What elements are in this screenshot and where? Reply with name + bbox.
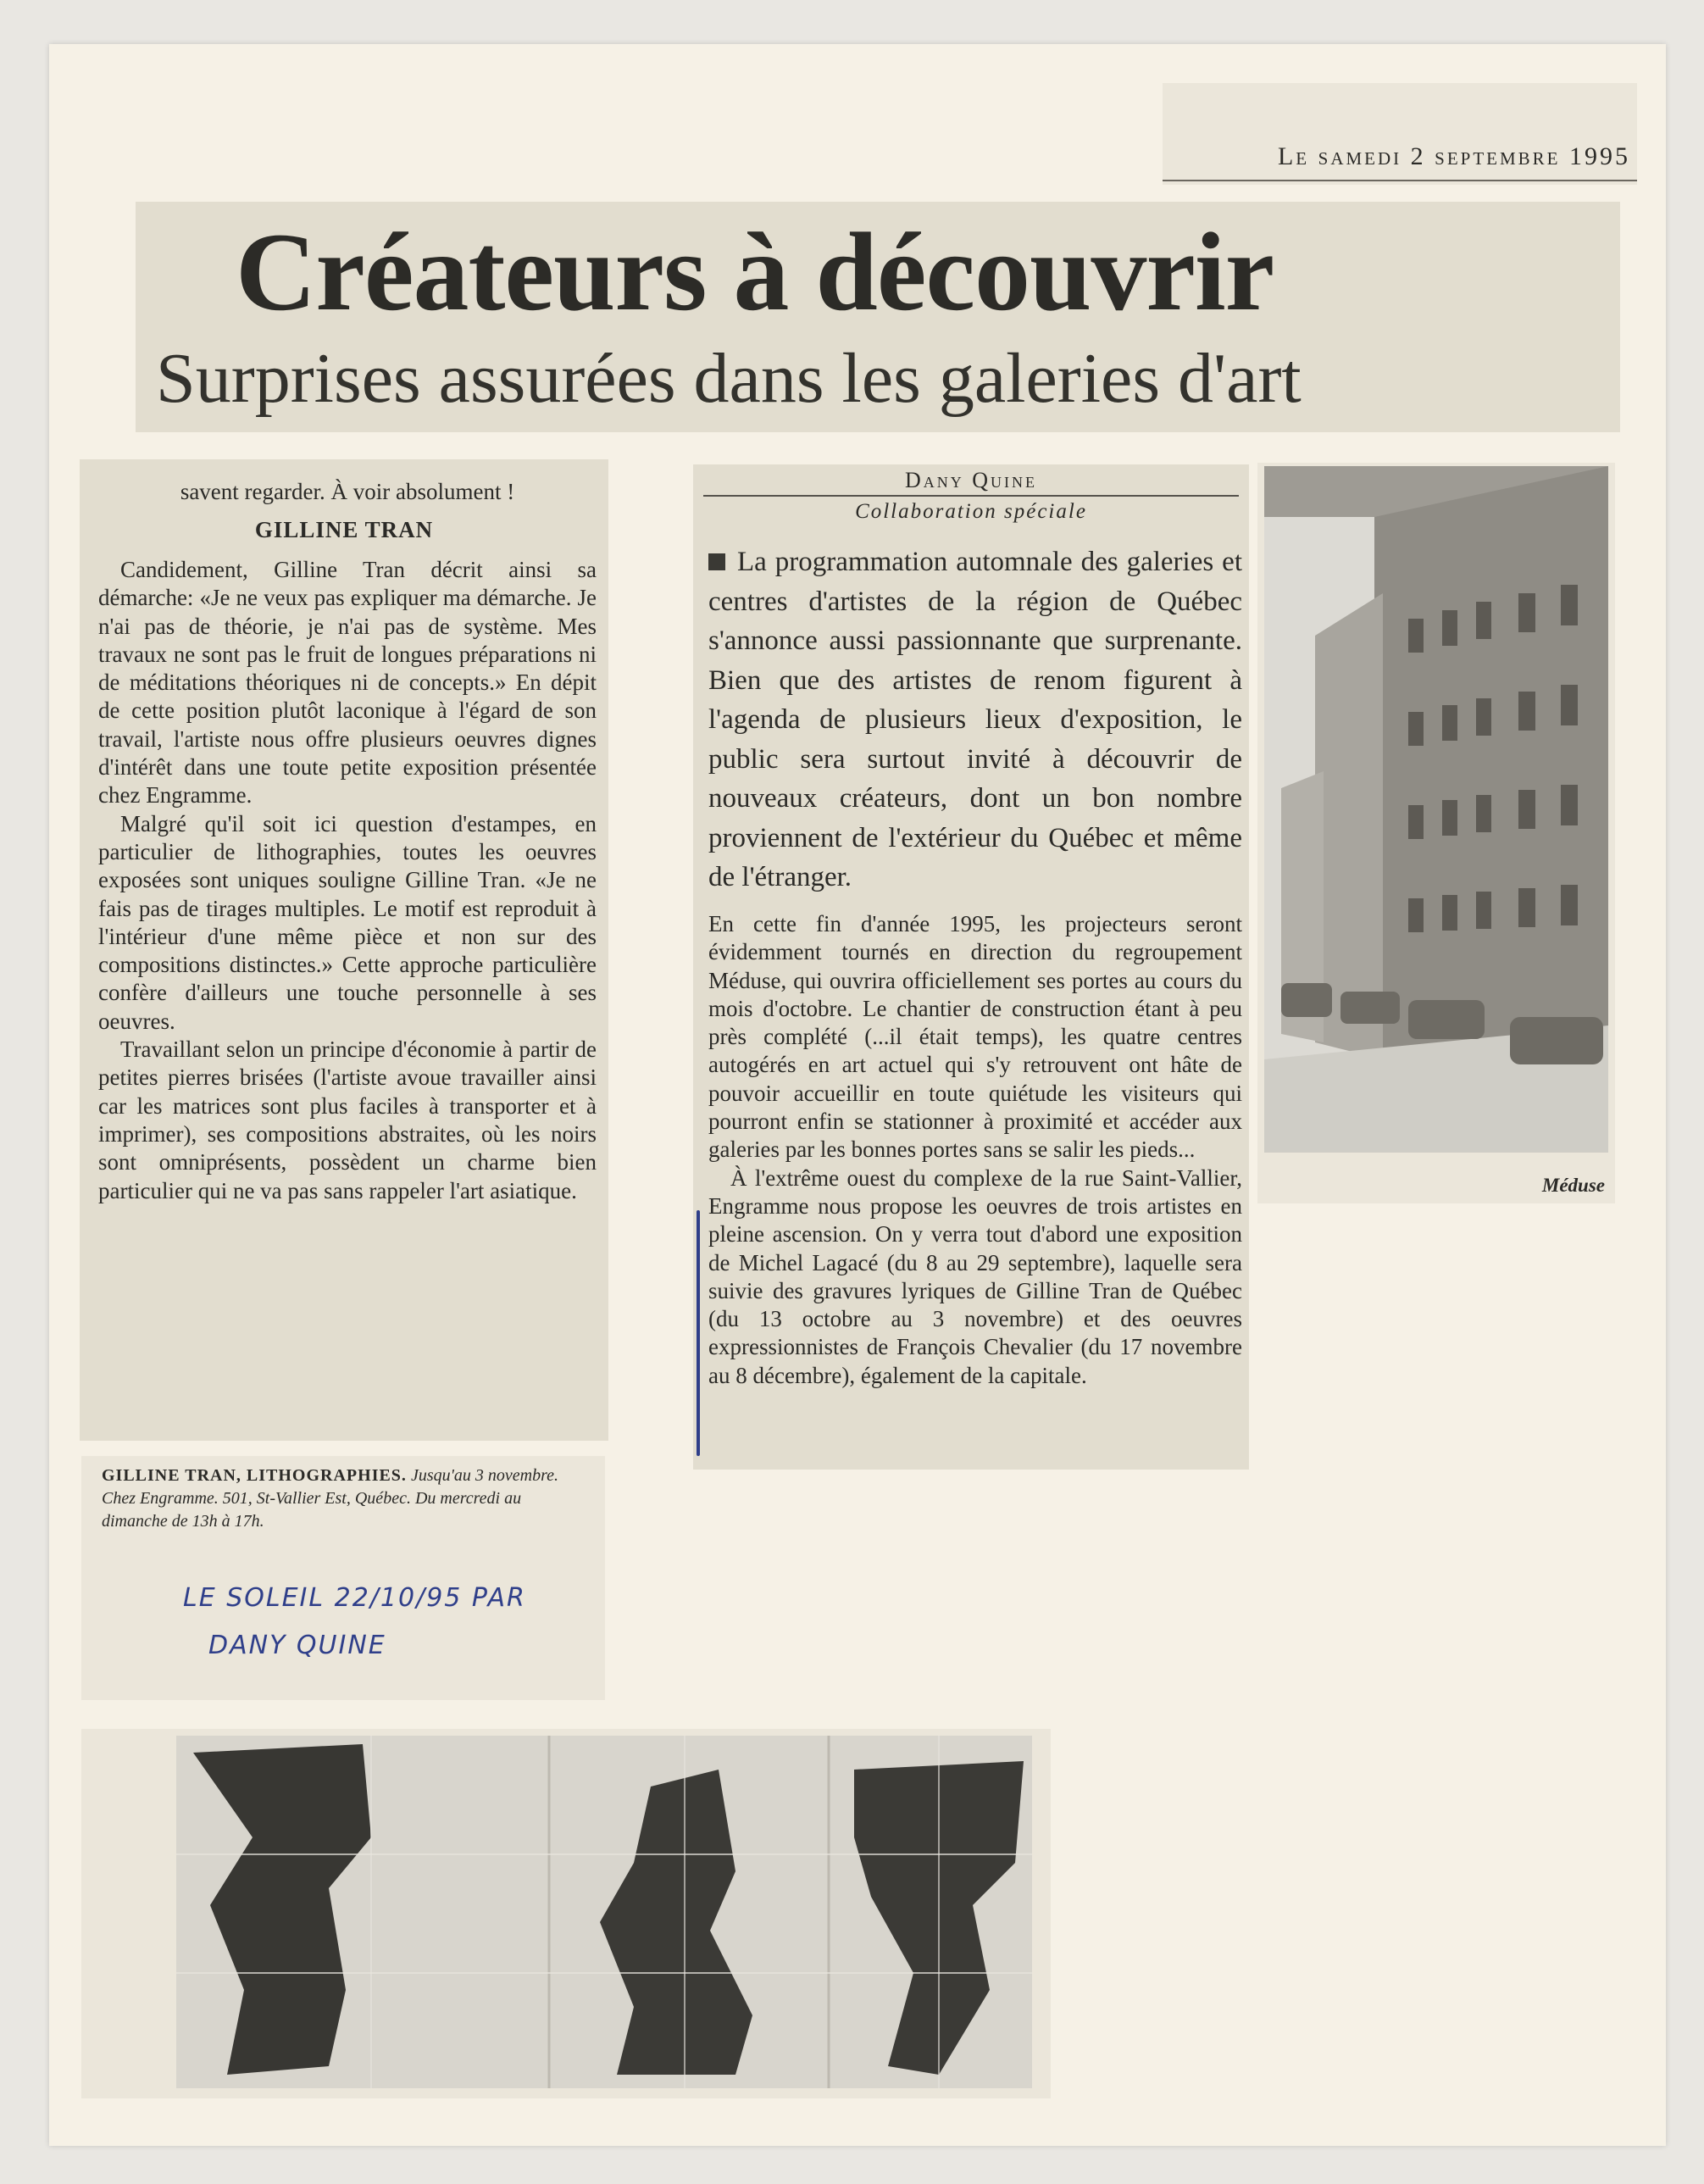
left-paragraph-3: Travaillant selon un principe d'économie à partir de petites pierres brisées (l'artiste avoue travailler ainsi car les matrices sont plus faciles à transporter et à imprimer), ses compositions abstraites, où les noirs sont omniprésents, possèdent un charme bien particulier qui ne va pas sans rappeler l'art asiatique. [98, 1036, 597, 1203]
left-opening-line: savent regarder. À voir absolument ! [180, 479, 515, 504]
exhibition-info [102, 1464, 588, 1533]
left-paragraph-1: Candidement, Gilline Tran décrit ainsi sa démarche: «Je ne veux pas expliquer ma démarche. Je n'ai pas de théorie, je n'ai pas de système. Mes travaux ne sont pas le fruit de longues préparations ni de méditations théoriques ni de concepts.» En dépit de cette position plutôt laconique à l'égard de son travail, l'artiste nous offre plusieurs oeuvres dignes d'intérêt dans une toute petite exposition présentée chez Engramme. [98, 557, 597, 809]
lede-text: La programmation automnale des galeries et centres d'artistes de la région de Québec s'annonce aussi passionnante que surprenante. Bien que des artistes de renom figurent à l'agenda de plusieurs lieux d'exposition, le public sera surtout invité à découvrir de nouveaux créateurs, dont un bon nombre proviennent de l'extérieur du Québec et même de l'étranger. [708, 547, 1242, 892]
meduse-building-photo [1264, 466, 1608, 1153]
handwritten-source-note: LE SOLEIL 22/10/95 PAR [183, 1583, 526, 1613]
lithograph-reproduction [176, 1736, 1032, 2088]
date-clipping [1163, 83, 1637, 185]
subheadline: Surprises assurées dans les galeries d'art [156, 339, 1302, 418]
exhibition-title: GILLINE TRAN, LITHOGRAPHIES. [102, 1466, 407, 1485]
street-scene-illustration [1264, 466, 1608, 1153]
left-column-clipping [80, 459, 608, 1441]
middle-paragraph-2: À l'extrême ouest du complexe de la rue Saint-Vallier, Engramme nous propose les oeuvres de trois artistes en pleine ascension. On y verra tout d'abord une exposition de Michel Lagacé (du 8 au 29 septembre), laquelle sera suivie des gravures lyriques de Gilline Tran de Québec (du 13 octobre au 3 novembre) et des oeuvres expressionnistes de François Chevalier (du 17 novembre au 8 décembre), également de la capitale. [708, 1164, 1242, 1388]
lede-paragraph [708, 542, 1242, 897]
exhibition-details: Jusqu'au 3 novembre. Chez Engramme. 501, St-Vallier Est, Québec. Du mercredi au dimanche de 13h à 17h. [102, 1466, 558, 1531]
lede-bullet-icon [708, 553, 725, 570]
handwritten-margin-mark [697, 1210, 700, 1456]
byline-role: Collaboration spéciale [855, 500, 1087, 523]
headline-clipping [136, 202, 1620, 432]
left-body [98, 556, 597, 1205]
photo-clipping [1257, 463, 1615, 1203]
headline: Créateurs à découvrir [236, 209, 1274, 334]
exhibition-info-clipping [81, 1456, 605, 1700]
left-paragraph-2: Malgré qu'il soit ici question d'estampes, en particulier de lithographies, toutes les oeuvres exposées sont uniques souligne Gilline Tran. «Je ne fais pas de tirages multiples. Le motif est reproduit à l'intérieur d'une même pièce et non sur des compositions distinctes.» Cette approche particulière confère d'ailleurs une touche personnelle à ses oeuvres. [98, 810, 597, 1034]
middle-body [708, 910, 1242, 1390]
photo-caption: Méduse [1541, 1175, 1605, 1196]
lithograph-artwork [176, 1736, 1032, 2088]
date-line: Le samedi 2 septembre 1995 [1277, 142, 1630, 170]
middle-paragraph-1: En cette fin d'année 1995, les projecteurs seront évidemment tournés en direction du regroupement Méduse, qui ouvrira officiellement ses portes au cours du mois d'octobre. Le chantier de construction étant à peu près complété (...il était temps), les quatre centres autogérés en art actuel qui s'y retrouvent ont hâte de pouvoir accueillir en toute quiétude les visiteurs qui pourront enfin se stationner à proximité et accéder aux galeries par les bonnes portes sans se salir les pieds... [708, 911, 1242, 1163]
date-rule [1163, 180, 1637, 181]
middle-column-clipping [693, 464, 1249, 1470]
lithograph-clipping [81, 1729, 1051, 2098]
left-subheading: GILLINE TRAN [254, 517, 434, 542]
byline-name: Dany Quine [904, 468, 1038, 492]
handwritten-author-note: DANY QUINE [208, 1631, 386, 1660]
byline-rule [703, 495, 1239, 497]
